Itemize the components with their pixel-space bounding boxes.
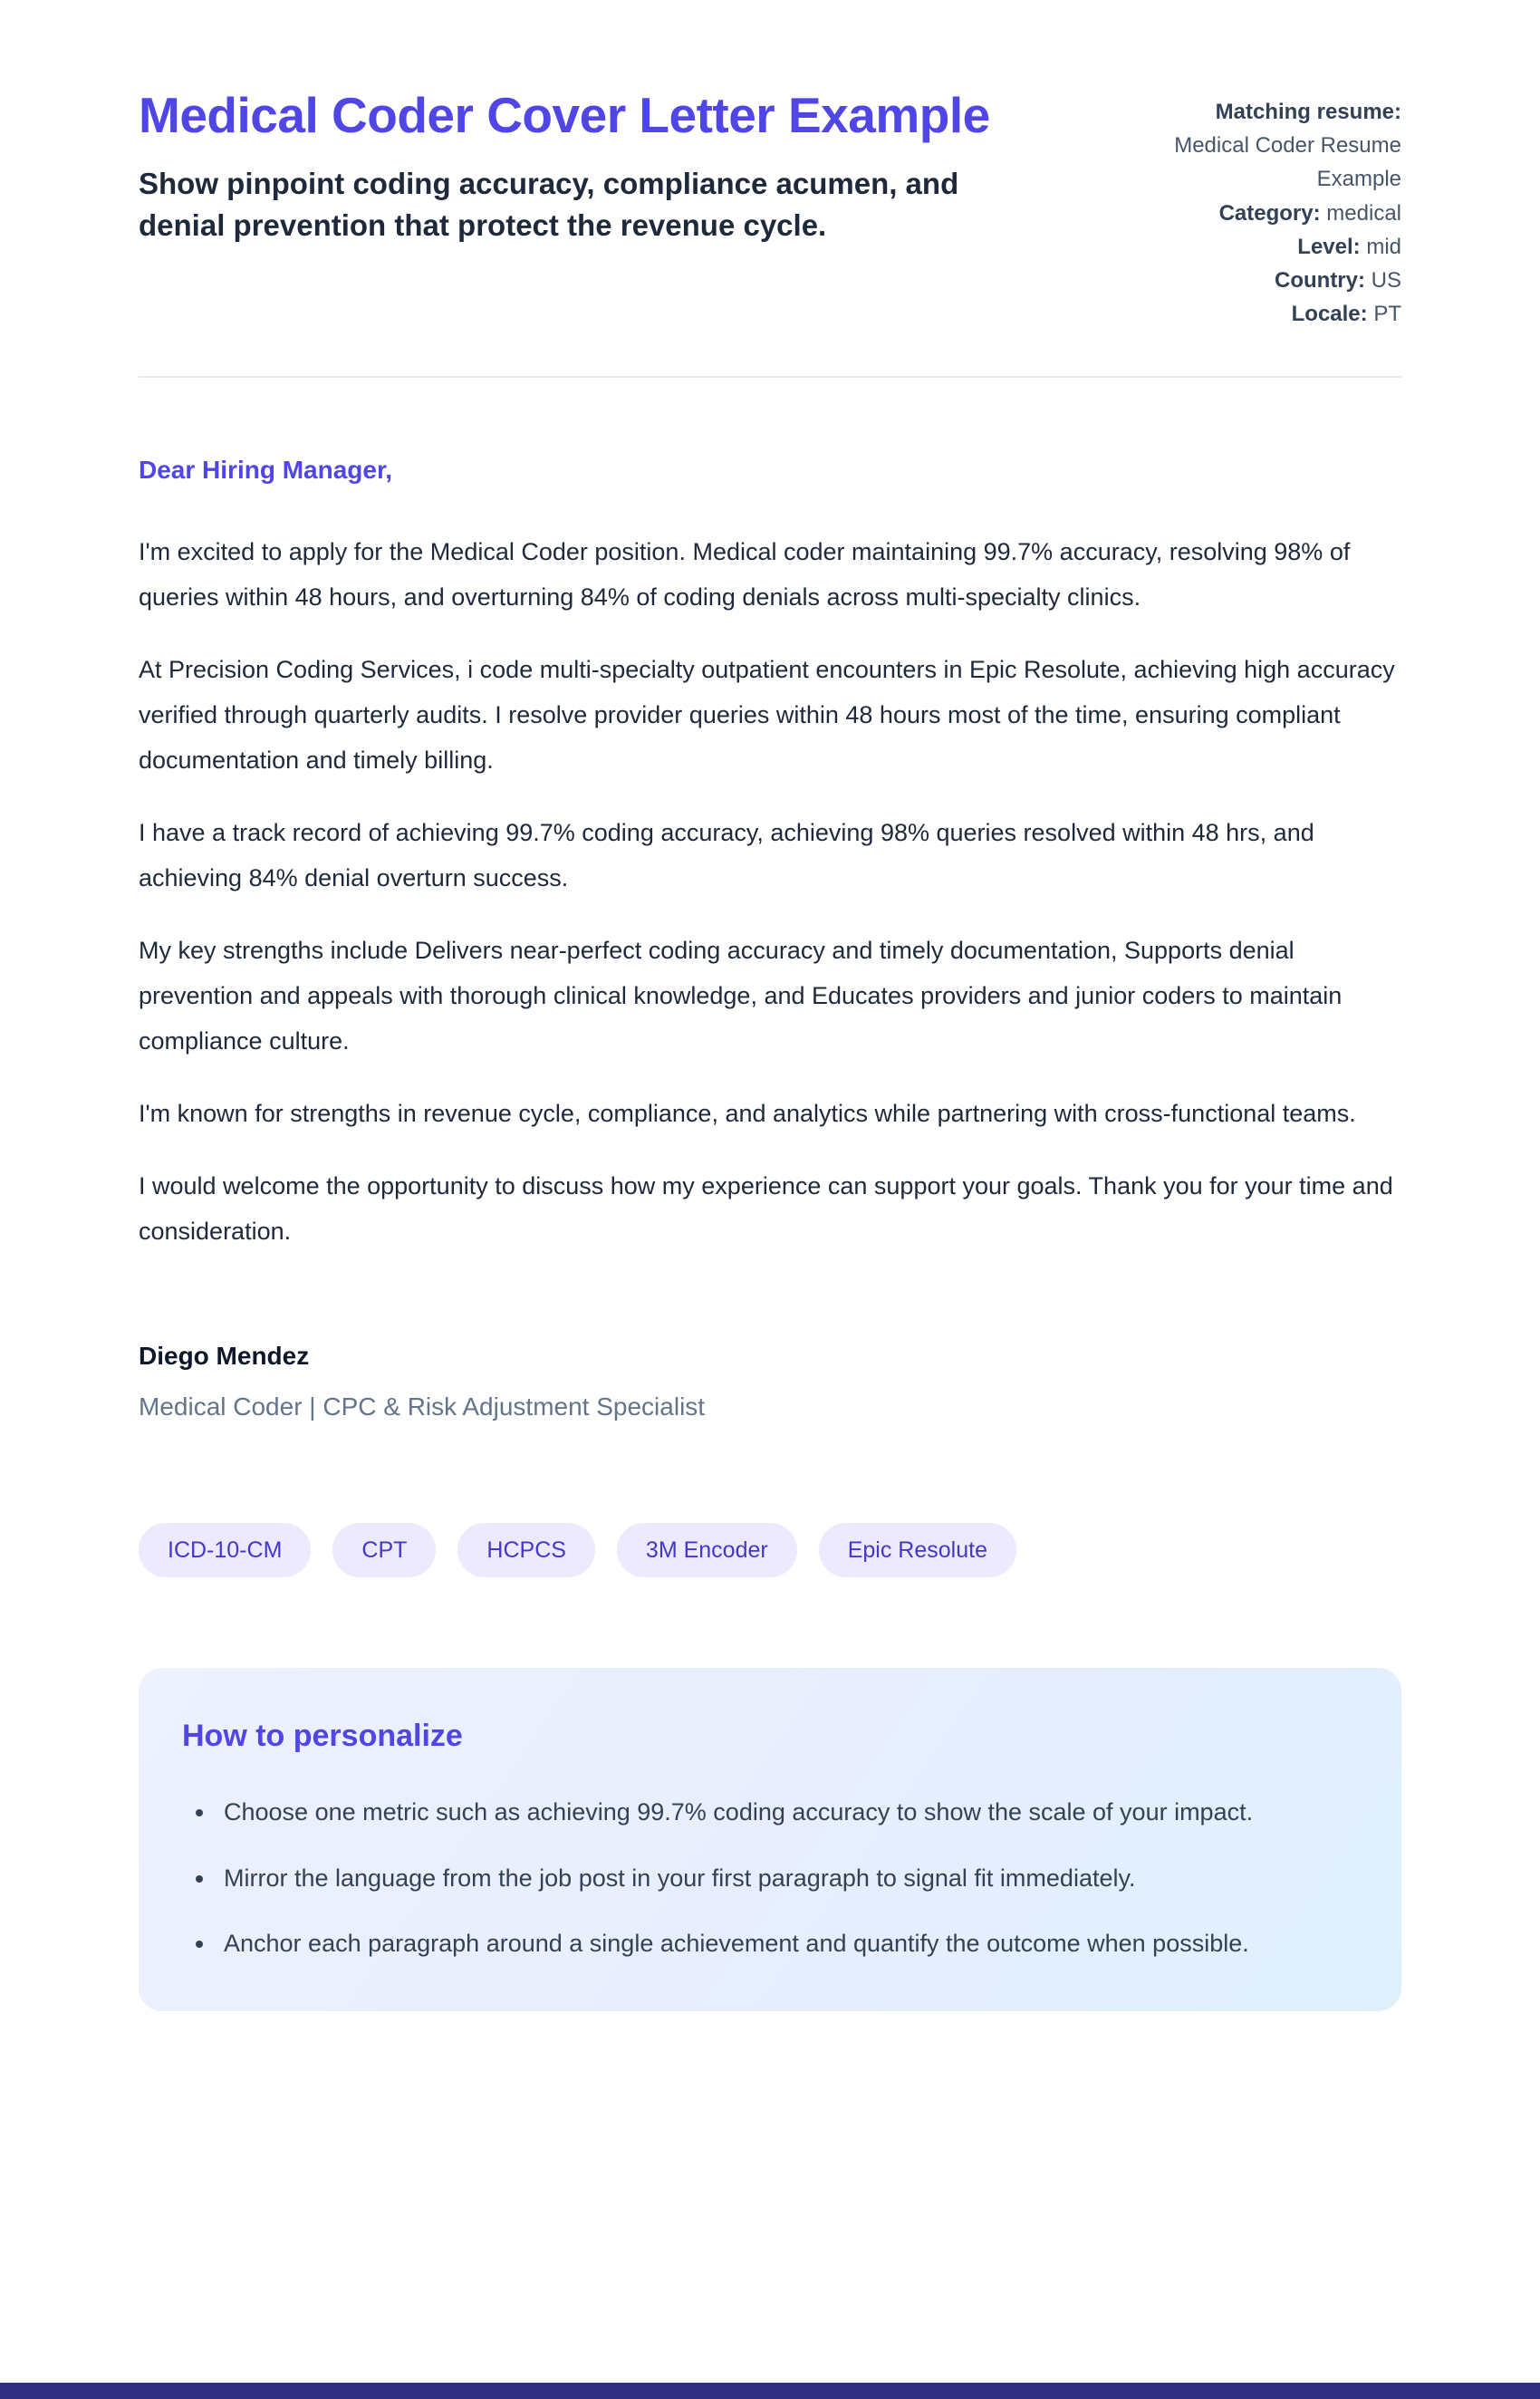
skill-tag-hcpcs: HCPCS	[457, 1523, 595, 1578]
personalize-heading: How to personalize	[182, 1719, 463, 1754]
meta-row-level	[1130, 230, 1401, 264]
skill-tag-3m-encoder: 3M Encoder	[617, 1523, 797, 1578]
meta-value-level: mid	[1366, 234, 1401, 259]
letter-paragraph-closing: I would welcome the opportunity to discuss how my experience can support your goals. Thank you for your time and consideration.	[139, 1171, 1393, 1245]
letter-paragraph-track-record: I have a track record of achieving 99.7% coding accuracy, achieving 98% queries resolved within 48 hrs, and achieving 84% denial overturn success.	[139, 819, 1314, 891]
header-divider	[139, 376, 1401, 378]
letter-paragraph-intro: I'm excited to apply for the Medical Coder position. Medical coder maintaining 99.7% accuracy, resolving 98% of queries within 48 hours, and overturning 84% of coding denials across multi-specialty clinics.	[139, 538, 1351, 612]
signature-name: Diego Mendez	[139, 1341, 310, 1370]
resume-meta-panel	[1130, 86, 1401, 331]
skill-tag-epic-resolute: Epic Resolute	[819, 1523, 1016, 1578]
meta-row-locale	[1130, 297, 1401, 331]
meta-value-category: medical	[1326, 200, 1401, 226]
skill-tag-cpt: CPT	[332, 1523, 436, 1578]
cover-letter	[139, 456, 1401, 2011]
meta-row-category	[1130, 197, 1401, 230]
meta-row-country	[1130, 264, 1401, 297]
header-text-block	[139, 86, 1026, 246]
letter-paragraph-strengths: My key strengths include Delivers near-perfect coding accuracy and timely documentation, Supports denial prevention and appeals with thorough clinical knowledge, and Educates providers and junior coders to maintain compliance culture.	[139, 936, 1343, 1055]
signature-title: Medical Coder | CPC & Risk Adjustment Specialist	[139, 1392, 706, 1421]
personalize-card	[139, 1668, 1401, 2011]
meta-label-locale: Locale:	[1291, 302, 1368, 327]
meta-value-country: US	[1371, 267, 1401, 293]
meta-row-matching-resume	[1130, 95, 1401, 197]
personalize-tip: • Choose one metric such as achieving 99.7% coding accuracy to show the scale of your impact.	[217, 1790, 1338, 1835]
skill-tags	[139, 1523, 1401, 1578]
page-subtitle: Show pinpoint coding accuracy, compliance acumen, and denial prevention that protect the revenue cycle.	[139, 166, 959, 243]
meta-label-category: Category:	[1218, 200, 1321, 226]
letter-paragraph-known-for: I'm known for strengths in revenue cycle, compliance, and analytics while partnering with cross-functional teams.	[139, 1099, 1356, 1127]
footer-bar	[0, 2383, 1540, 2399]
personalize-tip: • Mirror the language from the job post in your first paragraph to signal fit immediately.	[217, 1856, 1338, 1901]
meta-label-matching-resume: Matching resume:	[1215, 100, 1401, 124]
meta-label-level: Level:	[1297, 234, 1361, 259]
personalize-tips-list	[182, 1790, 1338, 1966]
page-title: Medical Coder Cover Letter Example	[139, 87, 990, 143]
signature-block	[139, 1342, 1401, 1421]
content-container	[139, 0, 1401, 2011]
meta-label-country: Country:	[1275, 267, 1365, 293]
letter-body	[139, 530, 1401, 1254]
letter-paragraph-current-role: At Precision Coding Services, i code multi-specialty outpatient encounters in Epic Resolute, achieving high accuracy verified through quarterly audits. I resolve provider queries within 48 hours most of the time, ensuring compliant documentation and timely billing.	[139, 656, 1395, 775]
meta-value-matching-resume: Medical Coder Resume Example	[1174, 133, 1401, 192]
personalize-tip: • Anchor each paragraph around a single achievement and quantify the outcome when possible.	[217, 1922, 1338, 1966]
skill-tag-icd10cm: ICD-10-CM	[139, 1523, 311, 1578]
page-header	[139, 86, 1401, 331]
meta-value-locale: PT	[1373, 302, 1401, 327]
salutation: Dear Hiring Manager,	[139, 456, 393, 485]
